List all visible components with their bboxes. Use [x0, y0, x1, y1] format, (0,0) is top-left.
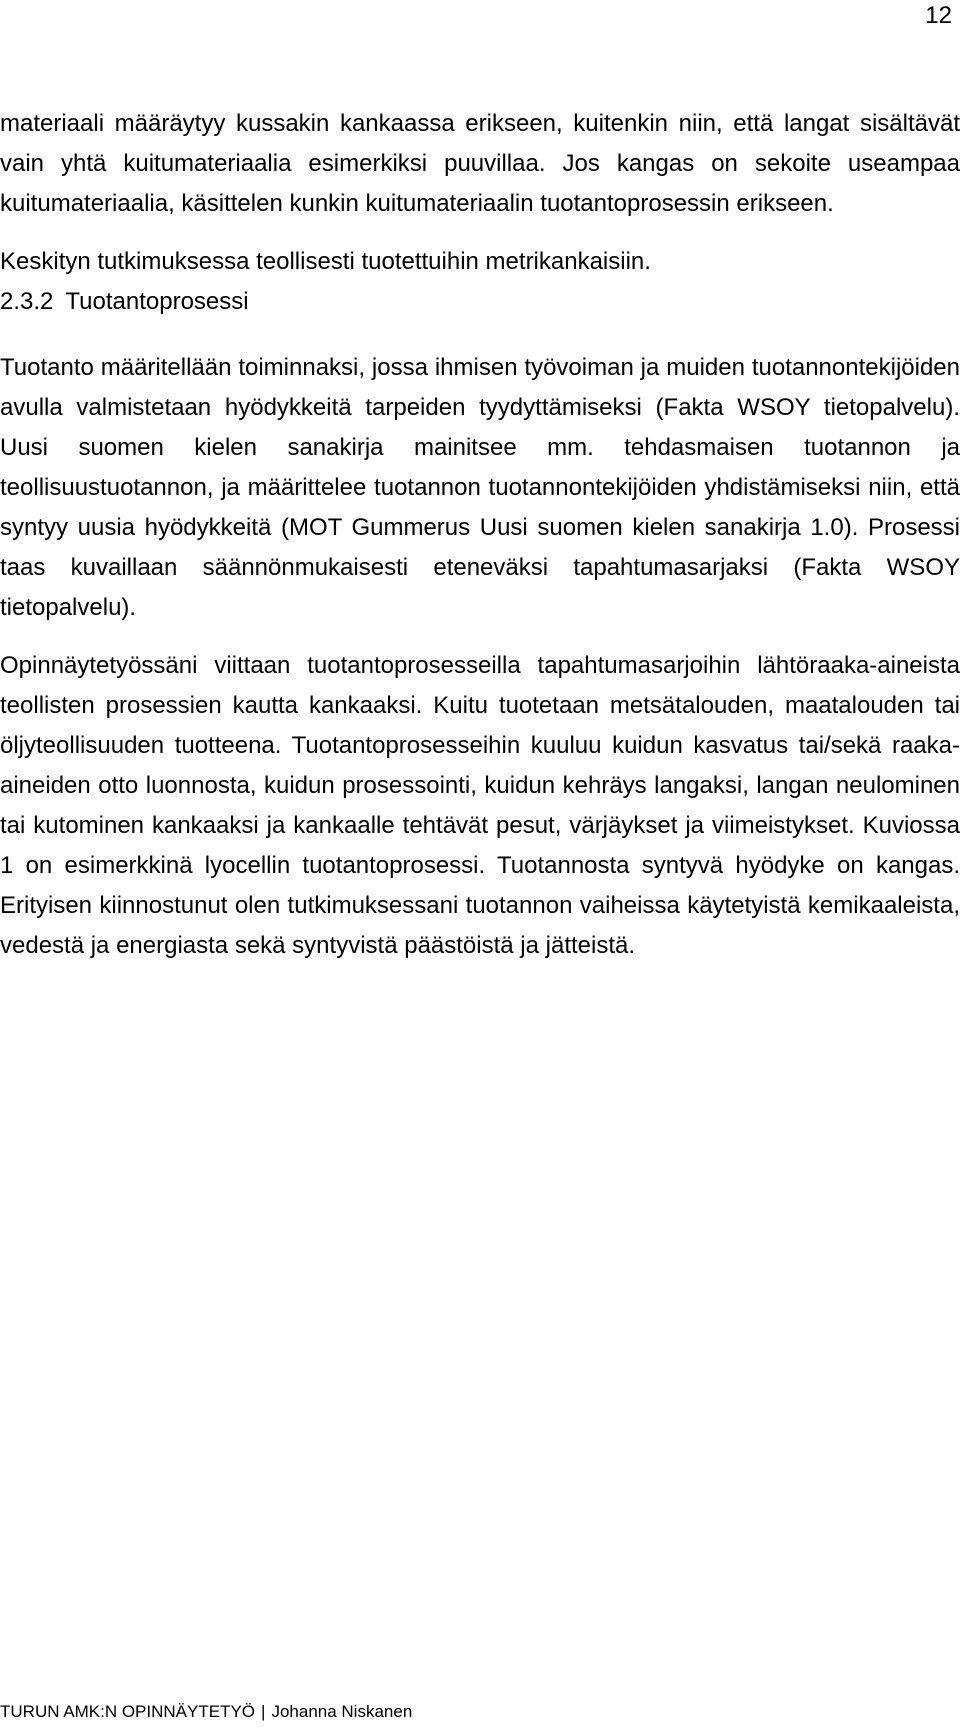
paragraph-4: Opinnäytetyössäni viittaan tuotantoprosesseilla tapahtumasarjoihin lähtöraaka-aineista teollisten prosessien kautta kankaaksi. Kuitu tuotetaan metsätalouden, maatalouden tai öljyteollisuuden tuotteena. Tuotantoprosesseihin kuuluu kuidun kasvatus tai/sekä raaka-aineiden otto luonnosta, kuidun prosessointi, kuidun kehräys langaksi, langan neulominen tai kutominen kankaaksi ja kankaalle tehtävät pesut, värjäykset ja viimeistykset. Kuviossa 1 on esimerkkinä lyocellin tuotantoprosessi. Tuotannosta syntyvä hyödyke on kangas. Erityisen kiinnostunut olen tutkimuksessani tuotannon vaiheissa käytetyistä kemikaaleista, vedestä ja energiasta sekä syntyvistä päästöistä ja jätteistä.: [0, 652, 960, 959]
document-body: [0, 104, 960, 966]
paragraph-2: Keskityn tutkimuksessa teollisesti tuotettuihin metrikankaisiin.: [0, 248, 651, 275]
page-footer: [0, 1700, 412, 1724]
section-heading: [0, 282, 960, 322]
page-number: 12: [925, 2, 952, 29]
section-title: Tuotantoprosessi: [65, 288, 249, 315]
footer-separator: |: [261, 1702, 266, 1721]
paragraph-1: materiaali määräytyy kussakin kankaassa erikseen, kuitenkin niin, että langat sisältävät vain yhtä kuitumateriaalia esimerkiksi puuvillaa. Jos kangas on sekoite useampaa kuitumateriaalia, käsittelen kunkin kuitumateriaalin tuotantoprosessin erikseen.: [0, 110, 960, 217]
section-number: 2.3.2: [0, 288, 54, 315]
paragraph-3: Tuotanto määritellään toiminnaksi, jossa ihmisen työvoiman ja muiden tuotannontekijöiden avulla valmistetaan hyödykkeitä tarpeiden tyydyttämiseksi (Fakta WSOY tietopalvelu). Uusi suomen kielen sanakirja mainitsee mm. tehdasmaisen tuotannon ja teollisuustuotannon, ja määrittelee tuotannon tuotannontekijöiden yhdistämiseksi niin, että syntyy uusia hyödykkeitä (MOT Gummerus Uusi suomen kielen sanakirja 1.0). Prosessi taas kuvaillaan säännönmukaisesti eteneväksi tapahtumasarjaksi (Fakta WSOY tietopalvelu).: [0, 354, 960, 621]
footer-author: Johanna Niskanen: [271, 1702, 413, 1721]
footer-institution: TURUN AMK:N OPINNÄYTETYÖ: [0, 1702, 256, 1721]
